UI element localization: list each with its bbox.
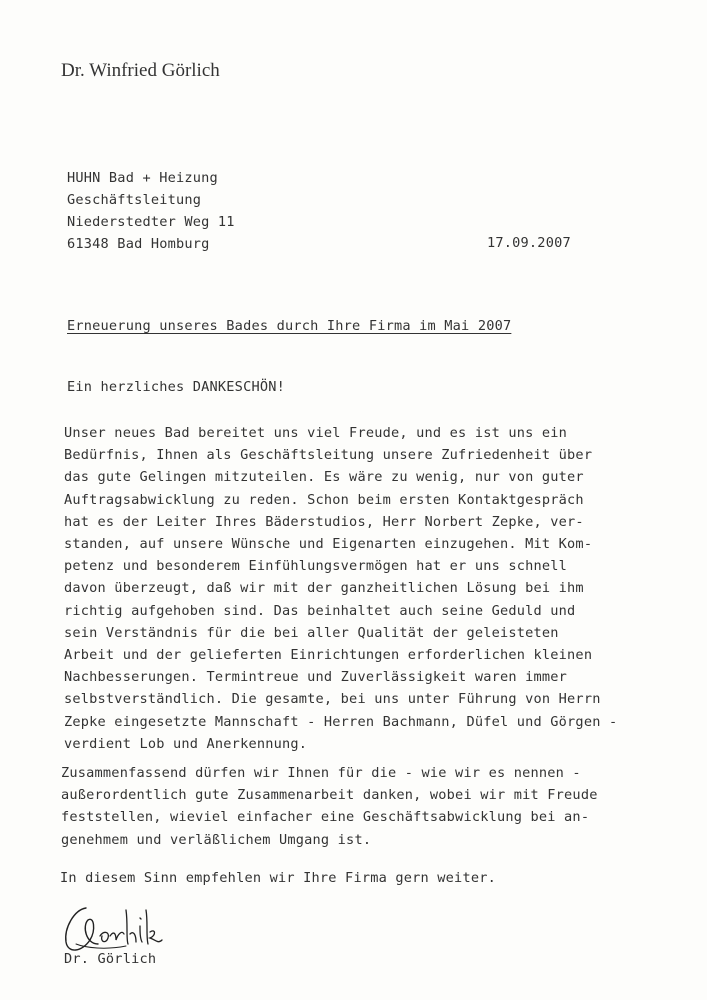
recipient-line: Niederstedter Weg 11 <box>67 214 235 230</box>
letter-greeting: Ein herzliches DANKESCHÖN! <box>67 379 285 395</box>
recipient-line: Geschäftsleitung <box>67 192 202 208</box>
text-line: das gute Gelingen mitzuteilen. Es wäre zu wenig, nur von guter <box>64 469 584 486</box>
text-line: feststellen, wieviel einfacher eine Geschäftsabwicklung bei an- <box>61 809 590 826</box>
text-line: selbstverständlich. Die gesamte, bei uns unter Führung von Herrn <box>64 691 601 708</box>
text-line: Auftragsabwicklung zu reden. Schon beim ersten Kontaktgespräch <box>64 491 584 508</box>
text-line: Bedürfnis, Ihnen als Geschäftsleitung unsere Zufriedenheit über <box>64 447 593 464</box>
text-line: genehmem und verläßlichem Umgang ist. <box>61 831 372 848</box>
text-line: petenz und besonderem Einfühlungsvermögen hat er uns schnell <box>64 558 568 575</box>
text-line: sein Verständnis für die bei aller Qualität der geleisteten <box>64 624 559 641</box>
text-line: Arbeit und der gelieferten Einrichtungen erforderlichen kleinen <box>64 647 593 664</box>
letterhead-name: Dr. Winfried Görlich <box>61 60 220 81</box>
letter-subject: Erneuerung unseres Bades durch Ihre Firma im Mai 2007 <box>67 318 512 334</box>
text-line: davon überzeugt, daß wir mit der ganzheitlichen Lösung bei ihm <box>64 580 584 597</box>
letter-closing: In diesem Sinn empfehlen wir Ihre Firma gern weiter. <box>60 870 496 886</box>
recipient-line: 61348 Bad Homburg <box>67 236 210 252</box>
text-line: standen, auf unsere Wünsche und Eigenarten einzugehen. Mit Kom- <box>64 536 593 553</box>
text-line: hat es der Leiter Ihres Bäderstudios, Herr Norbert Zepke, ver- <box>64 513 584 530</box>
letter-paragraph-1 <box>64 422 624 755</box>
text-line: richtig aufgehoben sind. Das beinhaltet auch seine Geduld und <box>64 602 576 619</box>
text-line: außerordentlich gute Zusammenarbeit danken, wobei wir mit Freude <box>61 787 598 804</box>
text-line: Nachbesserungen. Termintreue und Zuverlässigkeit waren immer <box>64 669 568 686</box>
letter-paragraph-2 <box>61 762 598 851</box>
text-line: Unser neues Bad bereitet uns viel Freude, und es ist uns ein <box>64 425 568 441</box>
recipient-address <box>67 167 235 255</box>
letter-date: 17.09.2007 <box>487 235 571 251</box>
recipient-line: HUHN Bad + Heizung <box>67 170 218 186</box>
text-line: Zepke eingesetzte Mannschaft - Herren Bachmann, Düfel und Görgen - <box>64 713 618 730</box>
text-line: verdient Lob und Anerkennung. <box>64 735 308 752</box>
signer-name: Dr. Görlich <box>64 951 157 967</box>
text-line: Zusammenfassend dürfen wir Ihnen für die - wie wir es nennen - <box>61 765 581 781</box>
